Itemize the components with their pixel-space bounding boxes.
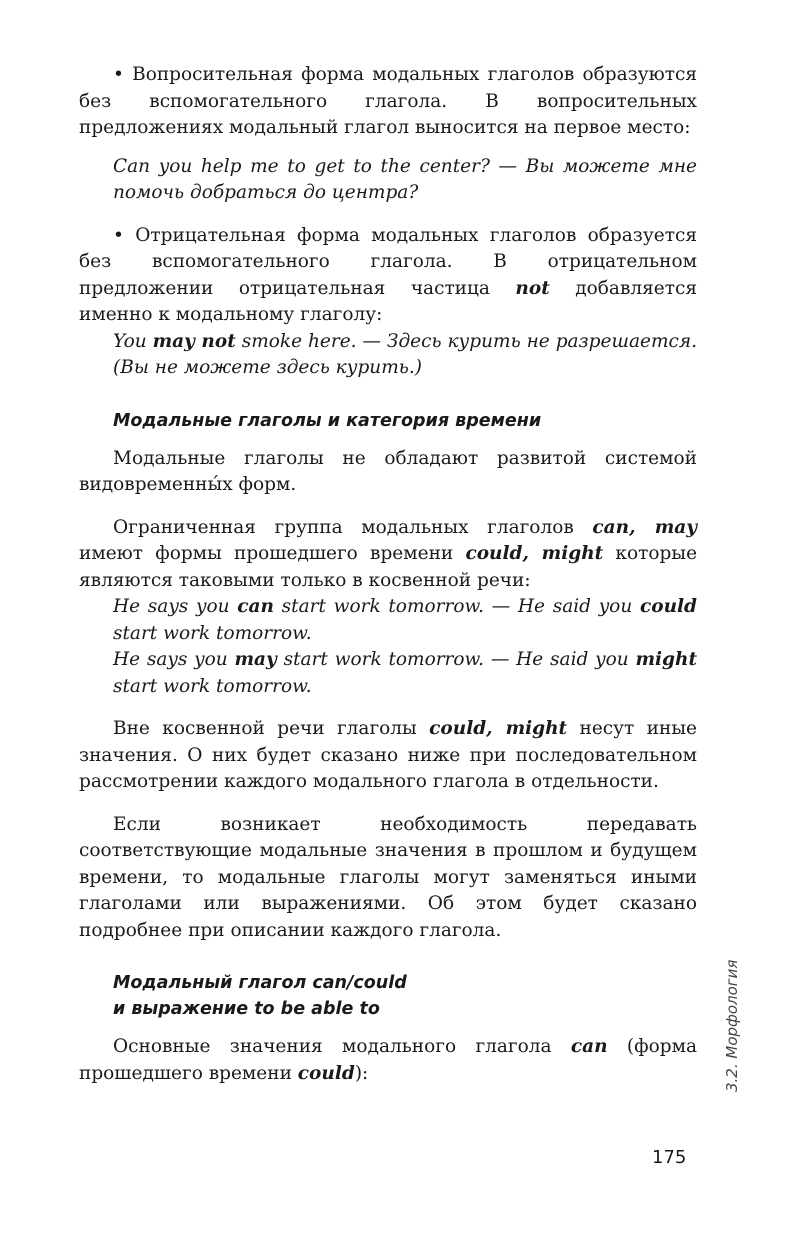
section-heading-tense: Модальные глаголы и категория времени	[113, 410, 542, 431]
section-heading-can-could: Модальный глагол can/could и выражение to be able to	[113, 973, 407, 1019]
paragraph-negative: • Отрицательная форма модальных глаголов образуется без вспомогательного глагола. В отрицательном предложении отрицательная частица not добавляется именно к модальному глаголу:	[79, 224, 697, 325]
example-interrogative: Can you help me to get to the center? — Вы можете мне помочь добраться до центра?	[113, 155, 697, 203]
page-number: 175	[652, 1147, 687, 1168]
paragraph-past-forms: Ограниченная группа модальных глаголов can, may имеют формы прошедшего времени could, might которые являются таковыми только в косвенной речи:	[79, 516, 698, 591]
paragraph-no-tense-system: Модальные глаголы не обладают развитой системой видовременны́х форм.	[79, 447, 697, 495]
paragraph-can-meanings: Основные значения модального глагола can (форма прошедшего времени could):	[79, 1036, 697, 1084]
example-may-might: He says you may start work tomorrow. — He said you might start work tomorrow.	[113, 649, 697, 697]
term-not: not	[515, 277, 550, 299]
example-can-could: He says you can start work tomorrow. — He said you could start work tomorrow.	[113, 596, 697, 644]
page-body	[79, 62, 697, 1087]
paragraph-interrogative: • Вопросительная форма модальных глаголов образуются без вспомогательного глагола. В вопросительных предложениях модальный глагол выносится на первое место:	[79, 64, 697, 138]
paragraph-outside-reported-speech: Вне косвенной речи глаголы could, might несут иные значения. О них будет сказано ниже при последовательном рассмотрении каждого модального глагола в отдельности.	[79, 718, 697, 792]
example-negative: You may not smoke here. — Здесь курить не разрешается. (Вы не можете здесь курить.)	[113, 330, 697, 378]
paragraph-replacement: Если возникает необходимость передавать соответствующие модальные значения в прошлом и будущем времени, то модальные глаголы могут заменяться иными глаголами или выражениями. Об этом будет сказано подробнее при описании каждого глагола.	[79, 813, 697, 941]
